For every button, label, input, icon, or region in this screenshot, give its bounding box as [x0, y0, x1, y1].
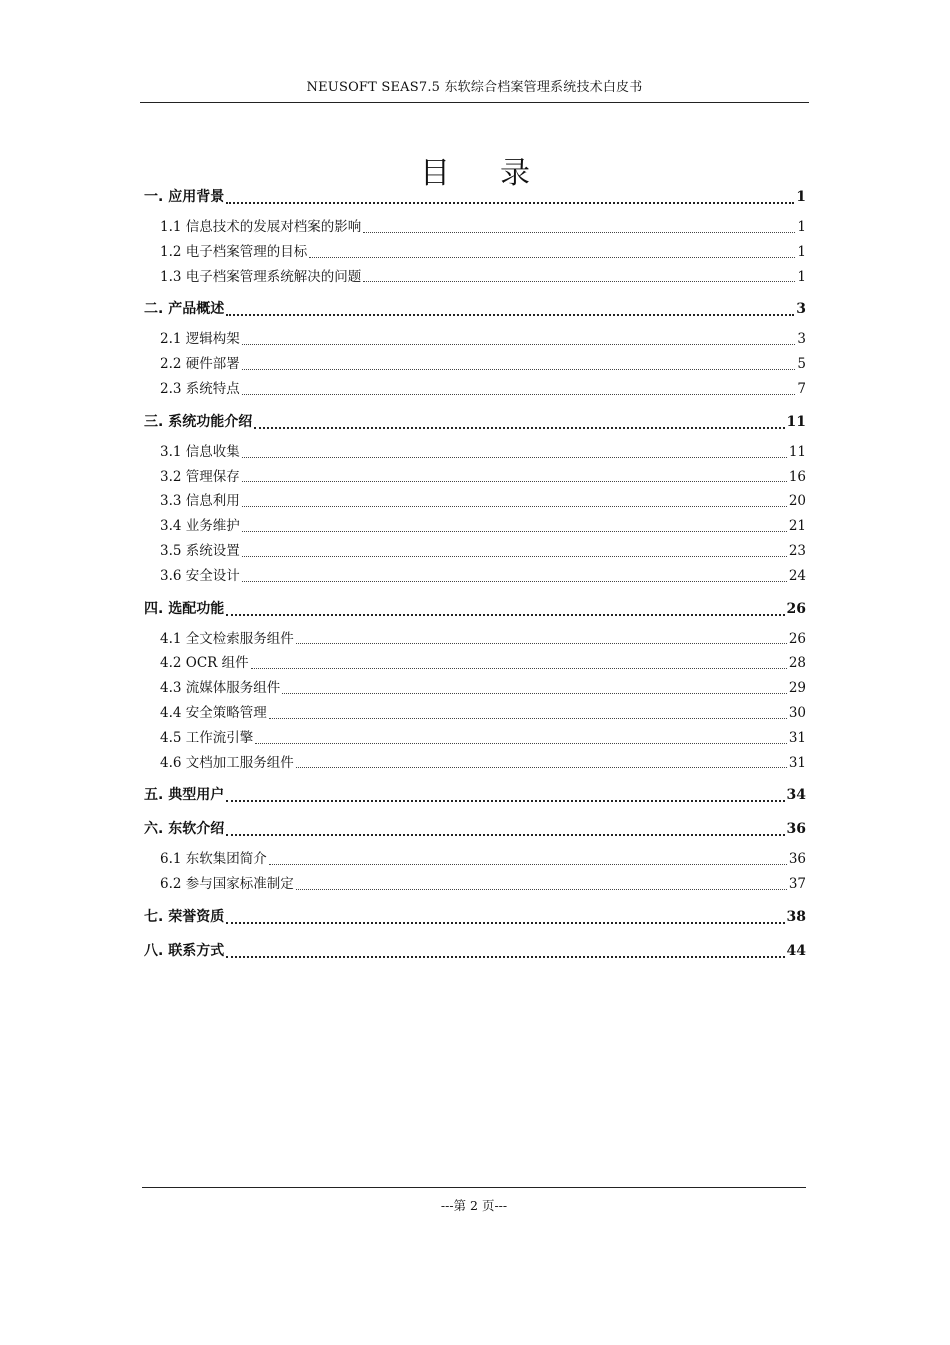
- dot-leader: [242, 344, 796, 345]
- toc-entry-page-number: 11: [788, 443, 806, 460]
- toc-entry-title: 4.2 OCR 组件: [160, 655, 249, 672]
- toc-entry-title: 2.2 硬件部署: [160, 356, 240, 373]
- toc-entry-page-number: 11: [786, 413, 806, 430]
- dot-leader: [269, 718, 787, 719]
- toc-entry-page-number: 1: [797, 268, 806, 285]
- toc-section-entry[interactable]: [144, 539, 806, 564]
- toc-section-entry[interactable]: [144, 327, 806, 352]
- footer-divider: [142, 1187, 806, 1188]
- toc-entry-page-number: 30: [788, 704, 806, 721]
- dot-leader: [296, 889, 787, 890]
- dot-leader: [226, 956, 784, 958]
- toc-entry-title: 一. 应用背景: [144, 189, 225, 205]
- toc-entry-page-number: 37: [788, 876, 806, 893]
- dot-leader: [242, 457, 787, 458]
- toc-entry-title: 4.5 工作流引擎: [160, 729, 254, 746]
- document-header-title: NEUSOFT SEAS7.5 东软综合档案管理系统技术白皮书: [306, 80, 643, 95]
- toc-entry-page-number: 36: [786, 821, 806, 838]
- toc-entry-title: 4.4 安全策略管理: [160, 704, 267, 721]
- toc-entry-page-number: 16: [788, 468, 806, 485]
- toc-entry-title: 4.1 全文检索服务组件: [160, 630, 294, 647]
- dot-leader: [242, 369, 796, 370]
- toc-entry-page-number: 1: [797, 219, 806, 235]
- toc-entry-title: 1.3 电子档案管理系统解决的问题: [160, 268, 362, 285]
- toc-entry-title: 6.2 参与国家标准制定: [160, 876, 294, 893]
- toc-section-entry[interactable]: [144, 352, 806, 377]
- dot-leader: [226, 614, 784, 616]
- toc-section-entry[interactable]: [144, 564, 806, 589]
- toc-entry-page-number: 20: [788, 493, 806, 510]
- toc-section-entry[interactable]: [144, 751, 806, 776]
- toc-entry-page-number: 34: [786, 787, 806, 804]
- toc-entry-page-number: 5: [797, 356, 806, 373]
- toc-section-entry[interactable]: [144, 701, 806, 726]
- toc-entry-title: 3.2 管理保存: [160, 468, 240, 485]
- toc-entry-title: 七. 荣誉资质: [144, 908, 225, 925]
- toc-chapter-entry[interactable]: [144, 292, 806, 326]
- toc-entry-title: 六. 东软介绍: [144, 821, 225, 838]
- toc-entry-page-number: 3: [796, 301, 806, 318]
- toc-section-entry[interactable]: [144, 440, 806, 465]
- toc-entry-title: 3.4 业务维护: [160, 518, 240, 535]
- toc-entry-page-number: 1: [796, 189, 806, 205]
- dot-leader: [255, 743, 787, 744]
- toc-entry-title: 3.5 系统设置: [160, 542, 240, 559]
- toc-chapter-entry[interactable]: [144, 900, 806, 934]
- dot-leader: [282, 693, 787, 694]
- toc-section-entry[interactable]: [144, 489, 806, 514]
- toc-entry-title: 四. 选配功能: [144, 600, 225, 617]
- toc-entry-title: 1.1 信息技术的发展对档案的影响: [160, 219, 362, 235]
- toc-entry-page-number: 31: [788, 729, 806, 746]
- toc-entry-page-number: 28: [788, 655, 806, 672]
- toc-section-entry[interactable]: [144, 676, 806, 701]
- dot-leader: [226, 922, 784, 924]
- toc-entry-title: 五. 典型用户: [144, 787, 225, 804]
- dot-leader: [242, 581, 787, 582]
- toc-section-entry[interactable]: [144, 215, 806, 240]
- toc-chapter-entry[interactable]: [144, 592, 806, 626]
- toc-entry-title: 2.3 系统特点: [160, 380, 240, 397]
- toc-entry-title: 3.1 信息收集: [160, 443, 240, 460]
- toc-chapter-entry[interactable]: [144, 180, 806, 214]
- toc-section-entry[interactable]: [144, 726, 806, 751]
- dot-leader: [226, 314, 794, 316]
- dot-leader: [242, 481, 787, 482]
- toc-entry-page-number: 44: [786, 942, 806, 959]
- header-divider: [140, 102, 809, 103]
- dot-leader: [226, 834, 784, 836]
- toc-entry-page-number: 26: [786, 600, 806, 617]
- toc-entry-page-number: 24: [788, 567, 806, 584]
- toc-entry-page-number: 21: [788, 518, 806, 535]
- toc-section-entry[interactable]: [144, 265, 806, 290]
- dot-leader: [296, 643, 787, 644]
- dot-leader: [363, 281, 795, 282]
- dot-leader: [242, 556, 787, 557]
- toc-section-entry[interactable]: [144, 872, 806, 897]
- toc-section-entry[interactable]: [144, 465, 806, 490]
- toc-entry-title: 6.1 东软集团简介: [160, 851, 267, 868]
- dot-leader: [242, 394, 796, 395]
- dot-leader: [242, 531, 787, 532]
- dot-leader: [251, 668, 787, 669]
- dot-leader: [254, 427, 784, 429]
- toc-entry-page-number: 3: [797, 331, 806, 348]
- dot-leader: [226, 202, 794, 204]
- toc-entry-title: 二. 产品概述: [144, 301, 225, 318]
- toc-section-entry[interactable]: [144, 377, 806, 402]
- toc-heading: 目录: [420, 156, 580, 192]
- toc-entry-title: 2.1 逻辑构架: [160, 331, 240, 348]
- toc-entry-page-number: 38: [786, 908, 806, 925]
- toc-entry-title: 八. 联系方式: [144, 942, 225, 959]
- dot-leader: [296, 767, 787, 768]
- toc-entry-page-number: 1: [797, 243, 806, 260]
- toc-chapter-entry[interactable]: [144, 812, 806, 846]
- toc-entry-title: 3.3 信息利用: [160, 493, 240, 510]
- toc-entry-title: 4.6 文档加工服务组件: [160, 754, 294, 771]
- toc-section-entry[interactable]: [144, 627, 806, 652]
- toc-chapter-entry[interactable]: [144, 405, 806, 439]
- toc-entry-title: 1.2 电子档案管理的目标: [160, 243, 308, 260]
- toc-entry-page-number: 36: [788, 851, 806, 868]
- toc-entry-page-number: 23: [788, 542, 806, 559]
- dot-leader: [269, 864, 787, 865]
- toc-section-entry[interactable]: [144, 514, 806, 539]
- toc-section-entry[interactable]: [144, 651, 806, 676]
- toc-entry-page-number: 31: [788, 754, 806, 771]
- toc-entry-title: 三. 系统功能介绍: [144, 413, 253, 430]
- toc-section-entry[interactable]: [144, 240, 806, 265]
- toc-entry-page-number: 29: [788, 680, 806, 697]
- toc-entry-title: 4.3 流媒体服务组件: [160, 680, 281, 697]
- dot-leader: [309, 257, 795, 258]
- toc-entry-title: 3.6 安全设计: [160, 567, 240, 584]
- table-of-contents: [144, 180, 806, 968]
- toc-chapter-entry[interactable]: [144, 778, 806, 812]
- toc-chapter-entry[interactable]: [144, 934, 806, 968]
- dot-leader: [363, 232, 795, 233]
- toc-entry-page-number: 26: [788, 630, 806, 647]
- toc-entry-page-number: 7: [797, 380, 806, 397]
- dot-leader: [226, 800, 784, 802]
- toc-section-entry[interactable]: [144, 847, 806, 872]
- page-number-label: ---第 2 页---: [440, 1198, 508, 1213]
- dot-leader: [242, 506, 787, 507]
